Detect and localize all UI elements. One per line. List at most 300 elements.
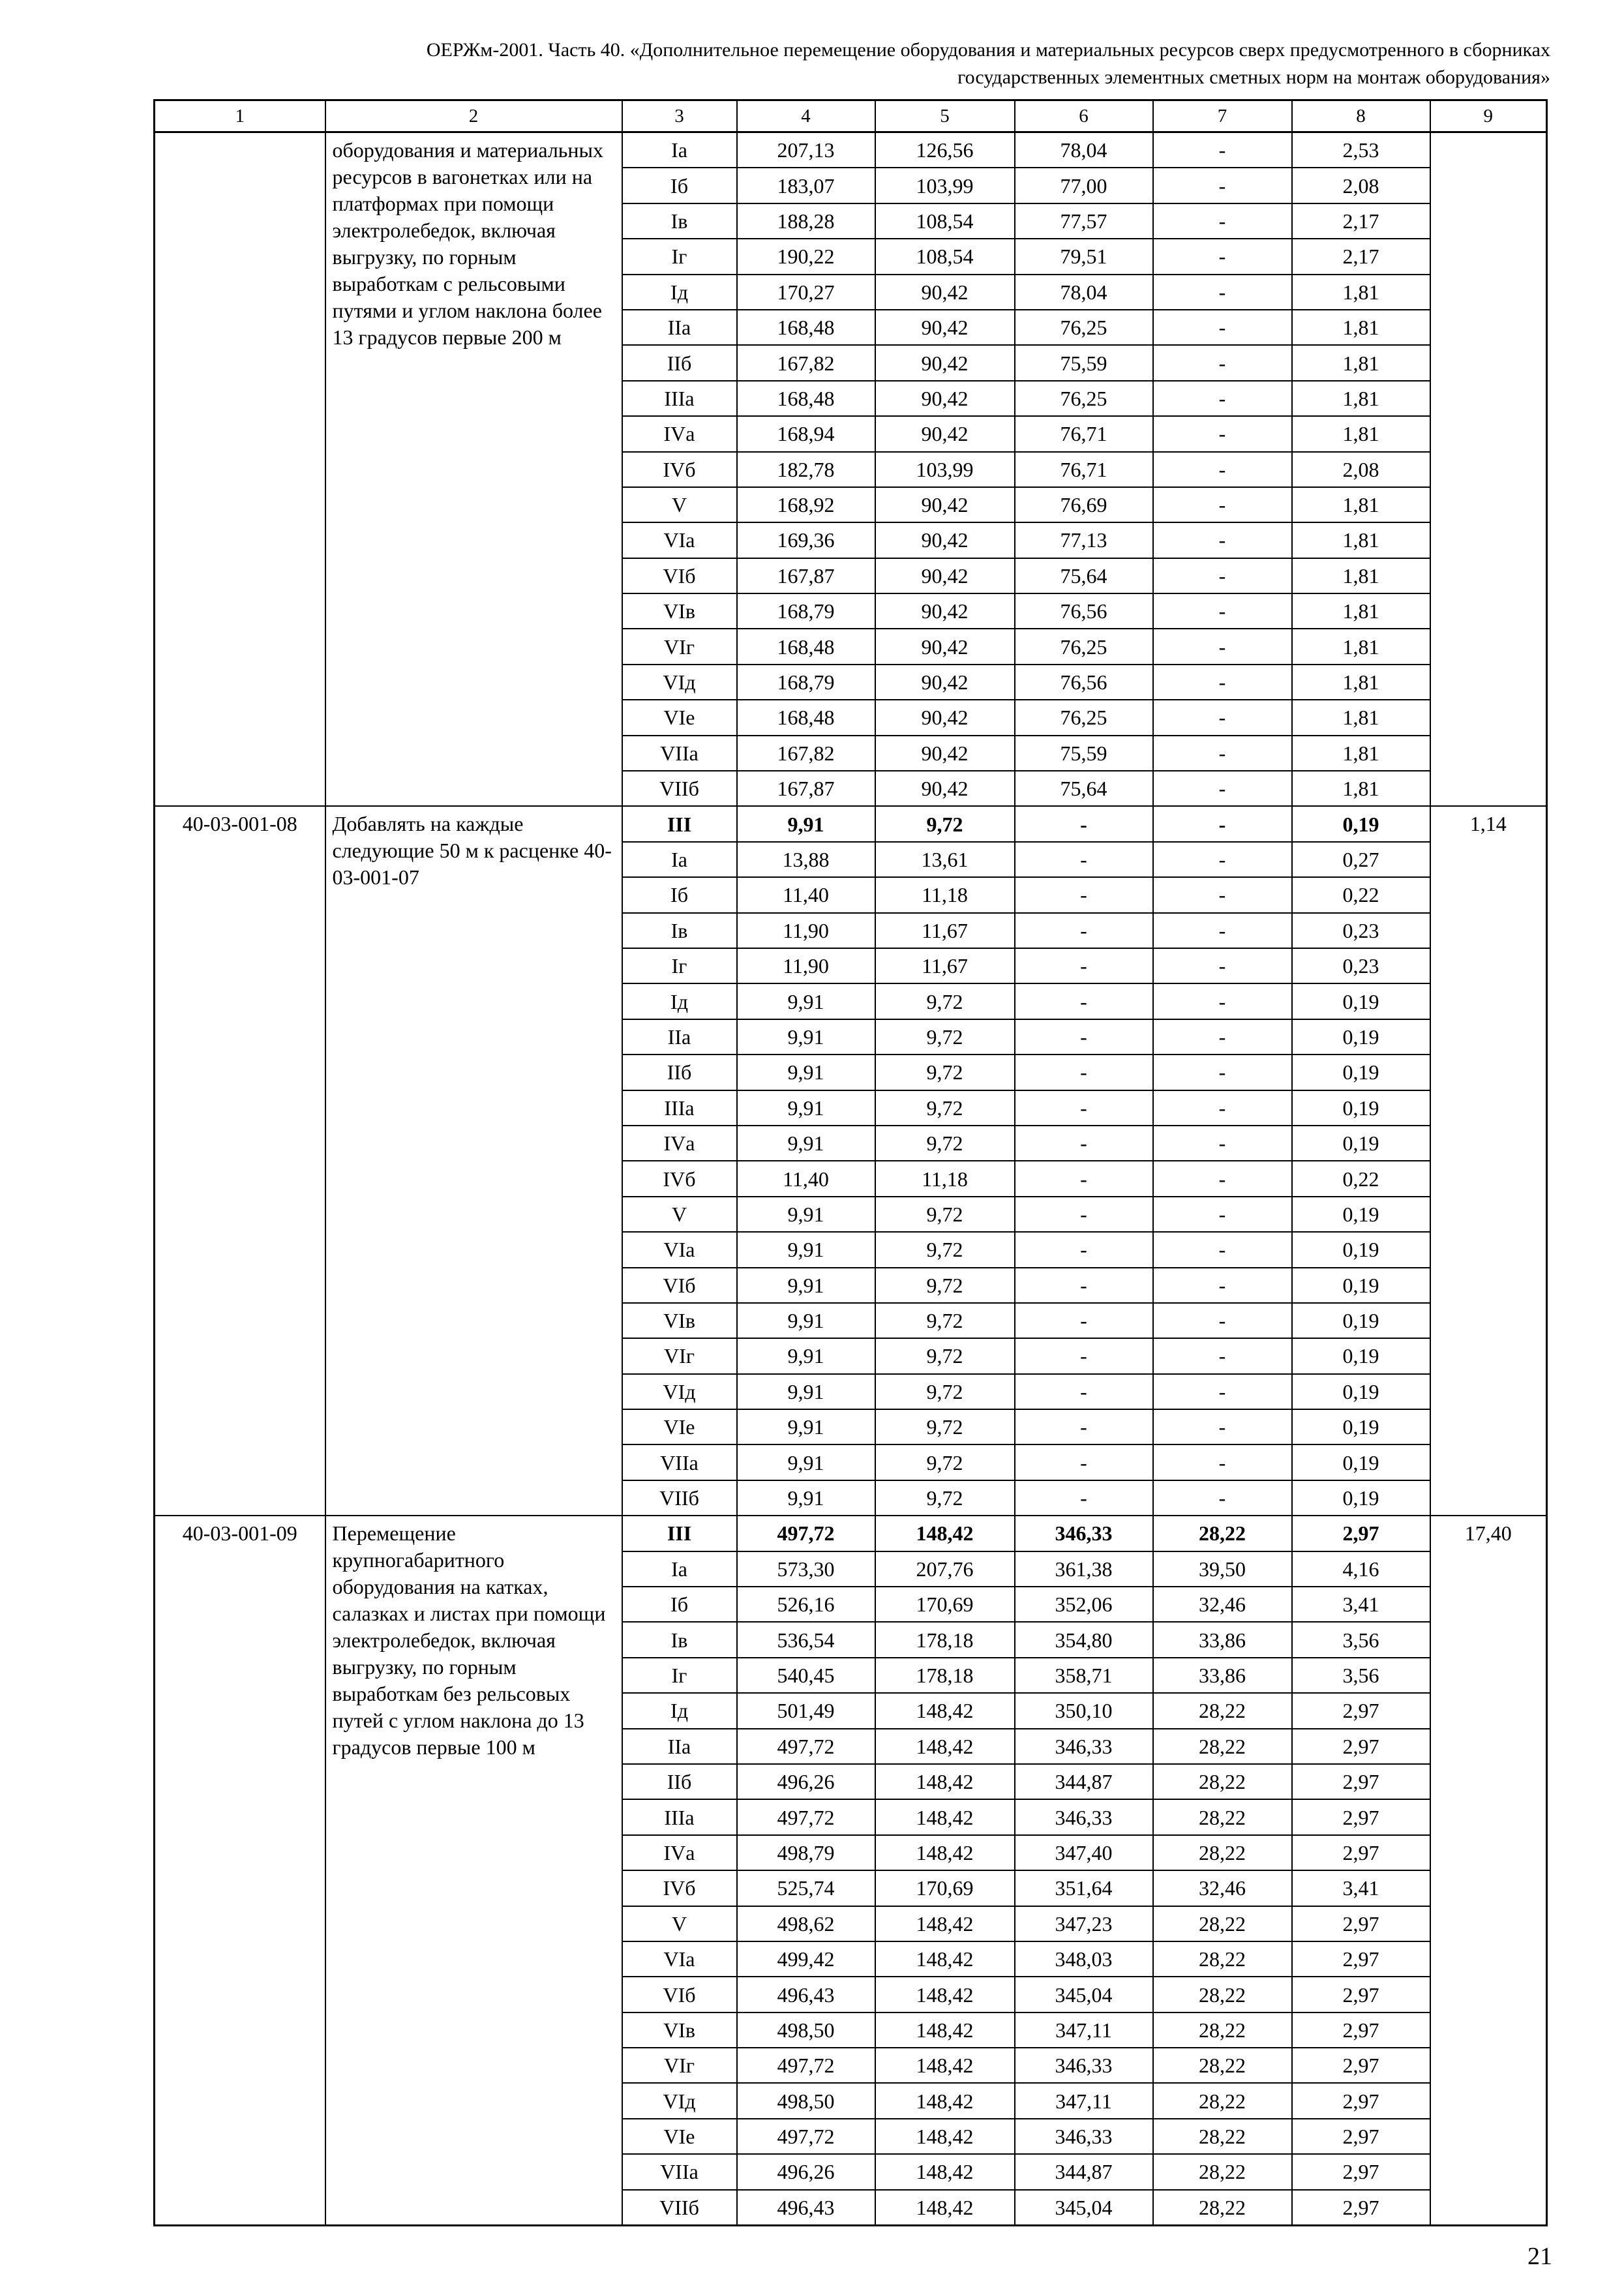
zone-cell: Iб [622, 168, 737, 203]
operators-wages-cell: 28,22 [1153, 2012, 1292, 2048]
machines-cell: - [1015, 1232, 1153, 1267]
materials-cell: 2,08 [1292, 168, 1430, 203]
operators-wages-cell: - [1153, 1409, 1292, 1444]
machines-cell: - [1015, 1338, 1153, 1373]
materials-cell: 2,97 [1292, 1764, 1430, 1799]
total-cost-cell: 496,26 [737, 2154, 875, 2189]
wages-cell: 148,42 [875, 1906, 1015, 1941]
materials-cell: 0,19 [1292, 1480, 1430, 1516]
operators-wages-cell: - [1153, 1019, 1292, 1055]
materials-cell: 2,97 [1292, 2048, 1430, 2083]
machines-cell: 352,06 [1015, 1587, 1153, 1622]
operators-wages-cell: - [1153, 1444, 1292, 1480]
wages-cell: 90,42 [875, 558, 1015, 593]
materials-cell: 0,19 [1292, 1268, 1430, 1303]
machines-cell: 345,04 [1015, 2190, 1153, 2226]
materials-cell: 0,27 [1292, 842, 1430, 877]
wages-cell: 13,61 [875, 842, 1015, 877]
machines-cell: - [1015, 1161, 1153, 1196]
page-header [153, 37, 1550, 91]
operators-wages-cell: 28,22 [1153, 2190, 1292, 2226]
materials-cell: 0,19 [1292, 1444, 1430, 1480]
materials-cell: 2,97 [1292, 1977, 1430, 2012]
zone-cell: IIIа [622, 381, 737, 416]
machines-cell: 78,04 [1015, 132, 1153, 168]
materials-cell: 1,81 [1292, 771, 1430, 806]
zone-cell: IIа [622, 1019, 737, 1055]
operators-wages-cell: - [1153, 310, 1292, 345]
zone-cell: IIб [622, 345, 737, 380]
machines-cell: 75,64 [1015, 558, 1153, 593]
operators-wages-cell: - [1153, 381, 1292, 416]
wages-cell: 90,42 [875, 275, 1015, 310]
total-cost-cell: 497,72 [737, 1516, 875, 1551]
machines-cell: 344,87 [1015, 2154, 1153, 2189]
wages-cell: 108,54 [875, 239, 1015, 274]
total-cost-cell: 9,91 [737, 1055, 875, 1090]
zone-cell: Iд [622, 1693, 737, 1728]
materials-cell: 0,23 [1292, 948, 1430, 983]
machines-cell: 344,87 [1015, 1764, 1153, 1799]
wages-cell: 148,42 [875, 1729, 1015, 1764]
operators-wages-cell: - [1153, 132, 1292, 168]
materials-cell: 0,19 [1292, 1409, 1430, 1444]
operators-wages-cell: - [1153, 487, 1292, 522]
materials-cell: 0,23 [1292, 913, 1430, 948]
machines-cell: 361,38 [1015, 1551, 1153, 1587]
materials-cell: 0,19 [1292, 1374, 1430, 1409]
rate-code [155, 132, 325, 807]
total-cost-cell: 9,91 [737, 983, 875, 1019]
materials-cell: 1,81 [1292, 487, 1430, 522]
operators-wages-cell: 28,22 [1153, 1941, 1292, 1977]
zone-cell: VIIб [622, 2190, 737, 2226]
machines-cell: 347,11 [1015, 2083, 1153, 2118]
zone-cell: IIIа [622, 1799, 737, 1834]
operators-wages-cell: - [1153, 1197, 1292, 1232]
rate-code: 40-03-001-09 [155, 1516, 325, 2225]
total-cost-cell: 9,91 [737, 1444, 875, 1480]
column-number: 2 [325, 100, 622, 132]
wages-cell: 103,99 [875, 452, 1015, 487]
materials-cell: 0,19 [1292, 1232, 1430, 1267]
machines-cell: - [1015, 1055, 1153, 1090]
materials-cell: 2,17 [1292, 239, 1430, 274]
zone-cell: Iа [622, 1551, 737, 1587]
wages-cell: 11,18 [875, 877, 1015, 912]
machines-cell: 345,04 [1015, 1977, 1153, 2012]
column-number: 5 [875, 100, 1015, 132]
total-cost-cell: 11,90 [737, 913, 875, 948]
total-cost-cell: 498,50 [737, 2083, 875, 2118]
wages-cell: 170,69 [875, 1587, 1015, 1622]
operators-wages-cell: - [1153, 1338, 1292, 1373]
total-cost-cell: 9,91 [737, 1338, 875, 1373]
total-cost-cell: 167,87 [737, 771, 875, 806]
operators-wages-cell: 28,22 [1153, 2048, 1292, 2083]
wages-cell: 9,72 [875, 983, 1015, 1019]
zone-cell: Iв [622, 203, 737, 239]
machines-cell: - [1015, 1268, 1153, 1303]
wages-cell: 9,72 [875, 1480, 1015, 1516]
total-cost-cell: 499,42 [737, 1941, 875, 1977]
wages-cell: 207,76 [875, 1551, 1015, 1587]
zone-cell: VIг [622, 629, 737, 664]
machines-cell: 79,51 [1015, 239, 1153, 274]
wages-cell: 9,72 [875, 1444, 1015, 1480]
zone-cell: Iб [622, 877, 737, 912]
materials-cell: 4,16 [1292, 1551, 1430, 1587]
total-cost-cell: 167,87 [737, 558, 875, 593]
zone-cell: Iа [622, 132, 737, 168]
materials-cell: 0,19 [1292, 1090, 1430, 1126]
operators-wages-cell: - [1153, 168, 1292, 203]
operators-wages-cell: - [1153, 771, 1292, 806]
zone-cell: Iа [622, 842, 737, 877]
operators-wages-cell: 28,22 [1153, 1799, 1292, 1834]
operators-wages-cell: - [1153, 593, 1292, 629]
operators-wages-cell: - [1153, 877, 1292, 912]
operators-wages-cell: - [1153, 558, 1292, 593]
total-cost-cell: 11,40 [737, 877, 875, 912]
materials-cell: 0,19 [1292, 1303, 1430, 1338]
zone-cell: VIе [622, 2119, 737, 2154]
zone-cell: V [622, 1906, 737, 1941]
total-cost-cell: 9,91 [737, 1374, 875, 1409]
column-number: 1 [155, 100, 325, 132]
zone-cell: VIIа [622, 736, 737, 771]
wages-cell: 11,67 [875, 913, 1015, 948]
zone-cell: VIд [622, 665, 737, 700]
machines-cell: - [1015, 1409, 1153, 1444]
wages-cell: 90,42 [875, 381, 1015, 416]
wages-cell: 90,42 [875, 310, 1015, 345]
zone-cell: IIIа [622, 1090, 737, 1126]
zone-cell: Iб [622, 1587, 737, 1622]
header-line-1: ОЕРЖм-2001. Часть 40. «Дополнительное перемещение оборудования и материальных ресурсов сверх предусмотренного в сборниках [426, 39, 1550, 61]
operators-wages-cell: - [1153, 1374, 1292, 1409]
wages-cell: 148,42 [875, 1516, 1015, 1551]
operators-wages-cell: 28,22 [1153, 2154, 1292, 2189]
operators-wages-cell: 28,22 [1153, 1729, 1292, 1764]
page-number: 21 [1527, 2243, 1552, 2270]
wages-cell: 148,42 [875, 2083, 1015, 2118]
machines-cell: - [1015, 913, 1153, 948]
zone-cell: VIIа [622, 2154, 737, 2189]
machines-cell: 77,57 [1015, 203, 1153, 239]
machines-cell: - [1015, 842, 1153, 877]
total-cost-cell: 9,91 [737, 1480, 875, 1516]
machines-cell: 75,59 [1015, 345, 1153, 380]
machines-cell: 77,00 [1015, 168, 1153, 203]
wages-cell: 11,18 [875, 1161, 1015, 1196]
total-cost-cell: 497,72 [737, 1799, 875, 1834]
wages-cell: 9,72 [875, 1055, 1015, 1090]
materials-cell: 1,81 [1292, 558, 1430, 593]
wages-cell: 9,72 [875, 1090, 1015, 1126]
materials-cell: 1,81 [1292, 665, 1430, 700]
operators-wages-cell: 28,22 [1153, 2083, 1292, 2118]
operators-wages-cell: - [1153, 806, 1292, 841]
materials-cell: 2,97 [1292, 1835, 1430, 1870]
zone-cell: VIг [622, 2048, 737, 2083]
zone-cell: V [622, 1197, 737, 1232]
materials-cell: 2,17 [1292, 203, 1430, 239]
machines-cell: 76,25 [1015, 629, 1153, 664]
wages-cell: 90,42 [875, 629, 1015, 664]
total-cost-cell: 170,27 [737, 275, 875, 310]
operators-wages-cell: - [1153, 1303, 1292, 1338]
machines-cell: 75,64 [1015, 771, 1153, 806]
total-cost-cell: 496,43 [737, 2190, 875, 2226]
materials-cell: 2,97 [1292, 1799, 1430, 1834]
total-cost-cell: 183,07 [737, 168, 875, 203]
operators-wages-cell: - [1153, 1480, 1292, 1516]
machines-cell: - [1015, 1480, 1153, 1516]
total-cost-cell: 9,91 [737, 806, 875, 841]
total-cost-cell: 168,48 [737, 310, 875, 345]
zone-cell: Iд [622, 983, 737, 1019]
zone-cell: IIа [622, 310, 737, 345]
zone-cell: III [622, 806, 737, 841]
operators-wages-cell: - [1153, 983, 1292, 1019]
zone-cell: IIа [622, 1729, 737, 1764]
materials-cell: 2,97 [1292, 1941, 1430, 1977]
total-cost-cell: 9,91 [737, 1409, 875, 1444]
operators-wages-cell: 28,22 [1153, 1516, 1292, 1551]
operators-wages-cell: - [1153, 665, 1292, 700]
column-number: 7 [1153, 100, 1292, 132]
total-cost-cell: 169,36 [737, 522, 875, 558]
zone-cell: VIа [622, 1941, 737, 1977]
machines-cell: - [1015, 1444, 1153, 1480]
machines-cell: - [1015, 1126, 1153, 1161]
wages-cell: 9,72 [875, 1268, 1015, 1303]
machines-cell: - [1015, 1303, 1153, 1338]
machines-cell: 346,33 [1015, 1799, 1153, 1834]
zone-cell: VIв [622, 593, 737, 629]
machines-cell: 358,71 [1015, 1658, 1153, 1693]
materials-cell: 0,22 [1292, 1161, 1430, 1196]
operators-wages-cell: - [1153, 1090, 1292, 1126]
wages-cell: 148,42 [875, 1977, 1015, 2012]
total-cost-cell: 168,92 [737, 487, 875, 522]
machines-cell: 350,10 [1015, 1693, 1153, 1728]
total-cost-cell: 9,91 [737, 1126, 875, 1161]
total-cost-cell: 11,90 [737, 948, 875, 983]
machines-cell: 76,25 [1015, 700, 1153, 735]
zone-cell: Iв [622, 913, 737, 948]
table-row [155, 1516, 1547, 1551]
machines-cell: 75,59 [1015, 736, 1153, 771]
total-cost-cell: 168,79 [737, 665, 875, 700]
operators-wages-cell: 33,86 [1153, 1658, 1292, 1693]
zone-cell: VIа [622, 1232, 737, 1267]
machines-cell: - [1015, 806, 1153, 841]
materials-cell: 2,97 [1292, 2119, 1430, 2154]
materials-cell: 1,81 [1292, 310, 1430, 345]
machines-cell: 76,25 [1015, 310, 1153, 345]
wages-cell: 90,42 [875, 700, 1015, 735]
materials-cell: 1,81 [1292, 275, 1430, 310]
zone-cell: IVа [622, 416, 737, 451]
machines-cell: 78,04 [1015, 275, 1153, 310]
materials-cell: 1,81 [1292, 700, 1430, 735]
labor-cost-cell: 1,14 [1430, 806, 1547, 1516]
wages-cell: 148,42 [875, 2190, 1015, 2226]
zone-cell: Iг [622, 1658, 737, 1693]
materials-cell: 1,81 [1292, 522, 1430, 558]
operators-wages-cell: - [1153, 203, 1292, 239]
zone-cell: VIIа [622, 1444, 737, 1480]
total-cost-cell: 525,74 [737, 1870, 875, 1906]
wages-cell: 9,72 [875, 1019, 1015, 1055]
wages-cell: 148,42 [875, 1764, 1015, 1799]
total-cost-cell: 9,91 [737, 1268, 875, 1303]
operators-wages-cell: - [1153, 1055, 1292, 1090]
wages-cell: 9,72 [875, 1409, 1015, 1444]
total-cost-cell: 207,13 [737, 132, 875, 168]
materials-cell: 0,19 [1292, 1197, 1430, 1232]
wages-cell: 148,42 [875, 1693, 1015, 1728]
wages-cell: 90,42 [875, 416, 1015, 451]
total-cost-cell: 573,30 [737, 1551, 875, 1587]
operators-wages-cell: - [1153, 1126, 1292, 1161]
zone-cell: VIг [622, 1338, 737, 1373]
operators-wages-cell: - [1153, 736, 1292, 771]
operators-wages-cell: 28,22 [1153, 1693, 1292, 1728]
operators-wages-cell: 32,46 [1153, 1870, 1292, 1906]
total-cost-cell: 501,49 [737, 1693, 875, 1728]
wages-cell: 178,18 [875, 1658, 1015, 1693]
materials-cell: 0,19 [1292, 1019, 1430, 1055]
operators-wages-cell: - [1153, 1268, 1292, 1303]
total-cost-cell: 496,43 [737, 1977, 875, 2012]
materials-cell: 1,81 [1292, 736, 1430, 771]
labor-cost-cell [1430, 132, 1547, 807]
machines-cell: 347,40 [1015, 1835, 1153, 1870]
wages-cell: 108,54 [875, 203, 1015, 239]
materials-cell: 3,56 [1292, 1658, 1430, 1693]
materials-cell: 2,97 [1292, 1729, 1430, 1764]
column-number: 8 [1292, 100, 1430, 132]
wages-cell: 9,72 [875, 806, 1015, 841]
zone-cell: VIе [622, 1409, 737, 1444]
zone-cell: IVб [622, 452, 737, 487]
zone-cell: VIIб [622, 1480, 737, 1516]
operators-wages-cell: - [1153, 700, 1292, 735]
wages-cell: 9,72 [875, 1232, 1015, 1267]
wages-cell: 9,72 [875, 1197, 1015, 1232]
table-row [155, 132, 1547, 168]
wages-cell: 148,42 [875, 1941, 1015, 1977]
total-cost-cell: 168,79 [737, 593, 875, 629]
materials-cell: 3,56 [1292, 1622, 1430, 1657]
materials-cell: 1,81 [1292, 629, 1430, 664]
total-cost-cell: 526,16 [737, 1587, 875, 1622]
machines-cell: 346,33 [1015, 2119, 1153, 2154]
zone-cell: Iд [622, 275, 737, 310]
rate-description: Перемещение крупногабаритного оборудования на катках, салазках и листах при помощи электролебедок, включая выгрузку, по горным выработкам без рельсовых путей с углом наклона до 13 градусов первые 100 м [325, 1516, 622, 2225]
operators-wages-cell: - [1153, 239, 1292, 274]
zone-cell: VIб [622, 558, 737, 593]
operators-wages-cell: - [1153, 629, 1292, 664]
wages-cell: 9,72 [875, 1338, 1015, 1373]
wages-cell: 9,72 [875, 1303, 1015, 1338]
machines-cell: 76,25 [1015, 381, 1153, 416]
column-number: 9 [1430, 100, 1547, 132]
operators-wages-cell: - [1153, 416, 1292, 451]
wages-cell: 90,42 [875, 593, 1015, 629]
wages-cell: 170,69 [875, 1870, 1015, 1906]
operators-wages-cell: - [1153, 1232, 1292, 1267]
wages-cell: 11,67 [875, 948, 1015, 983]
zone-cell: IIб [622, 1764, 737, 1799]
wages-cell: 90,42 [875, 487, 1015, 522]
materials-cell: 3,41 [1292, 1870, 1430, 1906]
operators-wages-cell: 32,46 [1153, 1587, 1292, 1622]
wages-cell: 9,72 [875, 1374, 1015, 1409]
wages-cell: 148,42 [875, 2048, 1015, 2083]
operators-wages-cell: - [1153, 913, 1292, 948]
materials-cell: 2,97 [1292, 1906, 1430, 1941]
column-number: 6 [1015, 100, 1153, 132]
materials-cell: 0,19 [1292, 983, 1430, 1019]
operators-wages-cell: - [1153, 522, 1292, 558]
total-cost-cell: 9,91 [737, 1019, 875, 1055]
wages-cell: 103,99 [875, 168, 1015, 203]
wages-cell: 148,42 [875, 2154, 1015, 2189]
operators-wages-cell: - [1153, 1161, 1292, 1196]
machines-cell: 346,33 [1015, 1516, 1153, 1551]
zone-cell: IVа [622, 1126, 737, 1161]
total-cost-cell: 190,22 [737, 239, 875, 274]
column-number: 3 [622, 100, 737, 132]
total-cost-cell: 9,91 [737, 1232, 875, 1267]
wages-cell: 148,42 [875, 2119, 1015, 2154]
machines-cell: - [1015, 1019, 1153, 1055]
total-cost-cell: 9,91 [737, 1197, 875, 1232]
zone-cell: IVа [622, 1835, 737, 1870]
machines-cell: - [1015, 877, 1153, 912]
machines-cell: 76,69 [1015, 487, 1153, 522]
total-cost-cell: 167,82 [737, 345, 875, 380]
table-row [155, 806, 1547, 841]
zone-cell: VIв [622, 1303, 737, 1338]
zone-cell: VIе [622, 700, 737, 735]
rate-description: оборудования и материальных ресурсов в вагонетках или на платформах при помощи электролебедок, включая выгрузку, по горным выработкам с рельсовыми путями и углом наклона более 13 градусов первые 200 м [325, 132, 622, 807]
total-cost-cell: 498,62 [737, 1906, 875, 1941]
materials-cell: 1,81 [1292, 416, 1430, 451]
materials-cell: 2,97 [1292, 1693, 1430, 1728]
wages-cell: 90,42 [875, 522, 1015, 558]
labor-cost-cell: 17,40 [1430, 1516, 1547, 2225]
total-cost-cell: 497,72 [737, 2119, 875, 2154]
operators-wages-cell: - [1153, 345, 1292, 380]
operators-wages-cell: 28,22 [1153, 1977, 1292, 2012]
machines-cell: 76,71 [1015, 416, 1153, 451]
total-cost-cell: 168,48 [737, 381, 875, 416]
total-cost-cell: 497,72 [737, 1729, 875, 1764]
zone-cell: VIб [622, 1977, 737, 2012]
zone-cell: VIIб [622, 771, 737, 806]
operators-wages-cell: 28,22 [1153, 1906, 1292, 1941]
machines-cell: - [1015, 983, 1153, 1019]
zone-cell: IVб [622, 1161, 737, 1196]
operators-wages-cell: 39,50 [1153, 1551, 1292, 1587]
materials-cell: 2,97 [1292, 2154, 1430, 2189]
wages-cell: 148,42 [875, 1799, 1015, 1834]
